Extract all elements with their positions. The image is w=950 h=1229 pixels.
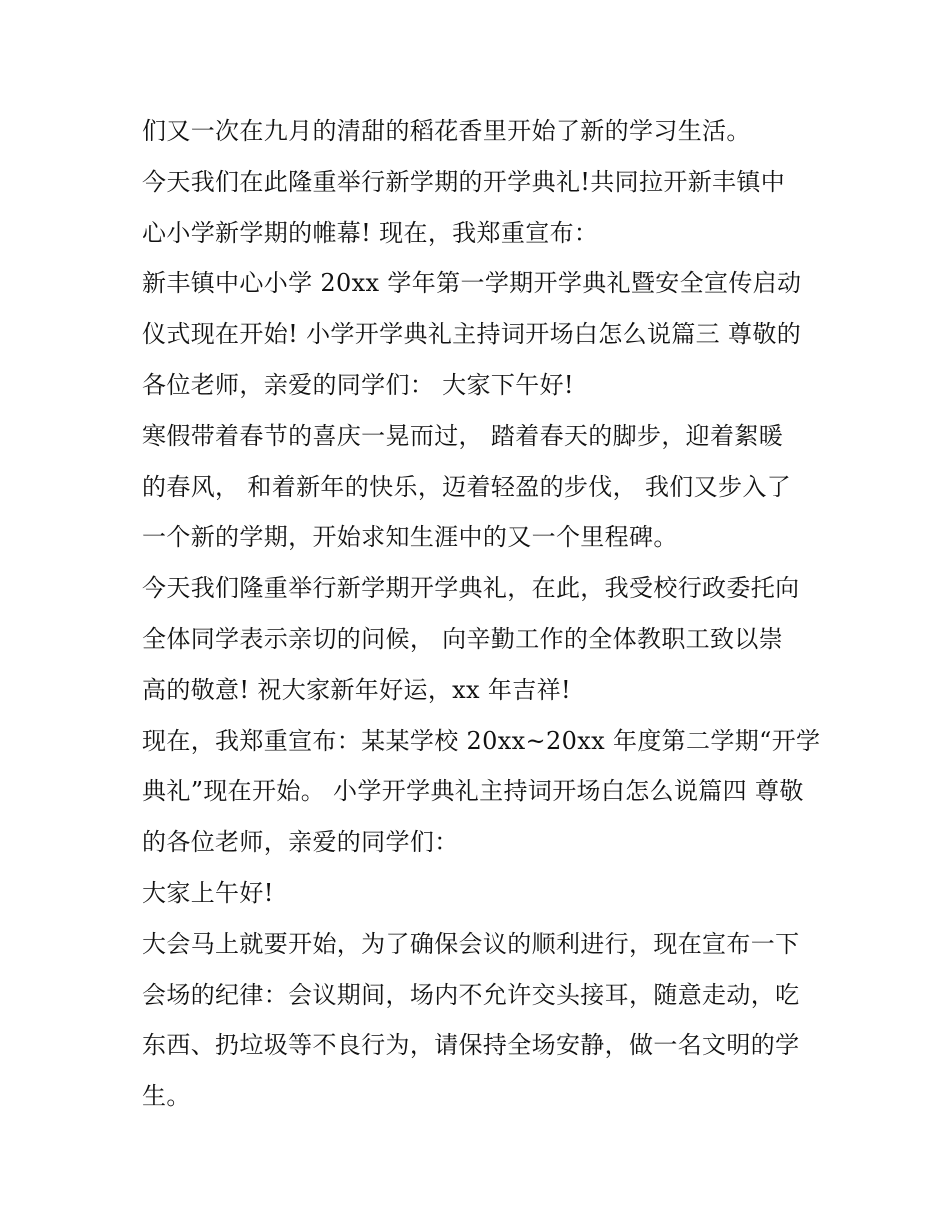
text-line: 今天我们在此隆重举行新学期的开学典礼!共同拉开新丰镇中 [142,167,786,196]
text-line: 新丰镇中心小学 20xx 学年第一学期开学典礼暨安全宣传启动 [142,269,802,298]
text-line: 典礼”现在开始。 小学开学典礼主持词开场白怎么说篇四 尊敬 [142,777,804,806]
text-line: 现在，我郑重宣布：某某学校 20xx~20xx 年度第二学期“开学 [142,726,821,755]
text-line: 全体同学表示亲切的问候， 向辛勤工作的全体教职工致以崇 [142,624,784,653]
text-line: 一个新的学期，开始求知生涯中的又一个里程碑。 [142,523,678,552]
text-line: 仪式现在开始! 小学开学典礼主持词开场白怎么说篇三 尊敬的 [142,320,802,349]
text-line: 心小学新学期的帷幕! 现在，我郑重宣布： [142,218,599,247]
text-line: 们又一次在九月的清甜的稻花香里开始了新的学习生活。 [142,117,751,145]
document-body [142,106,821,1122]
text-line: 各位老师，亲爱的同学们： 大家下午好! [142,370,574,399]
text-line: 生。 [142,1082,191,1111]
text-line: 今天我们隆重举行新学期开学典礼，在此，我受校行政委托向 [142,574,800,603]
text-line: 的各位老师，亲爱的同学们： [142,828,459,857]
text-line: 东西、扔垃圾等不良行为，请保持全场安静，做一名文明的学 [142,1031,800,1060]
text-line: 会场的纪律：会议期间，场内不允许交头接耳，随意走动，吃 [142,980,800,1009]
text-line: 高的敬意! 祝大家新年好运，xx 年吉祥! [142,675,571,704]
text-line: 寒假带着春节的喜庆一晃而过， 踏着春天的脚步，迎着絮暖 [142,421,784,450]
text-line: 大家上午好! [142,878,274,907]
text-line: 大会马上就要开始，为了确保会议的顺利进行，现在宣布一下 [142,929,800,958]
text-line: 的春风， 和着新年的快乐，迈着轻盈的步伐， 我们又步入了 [142,472,792,501]
